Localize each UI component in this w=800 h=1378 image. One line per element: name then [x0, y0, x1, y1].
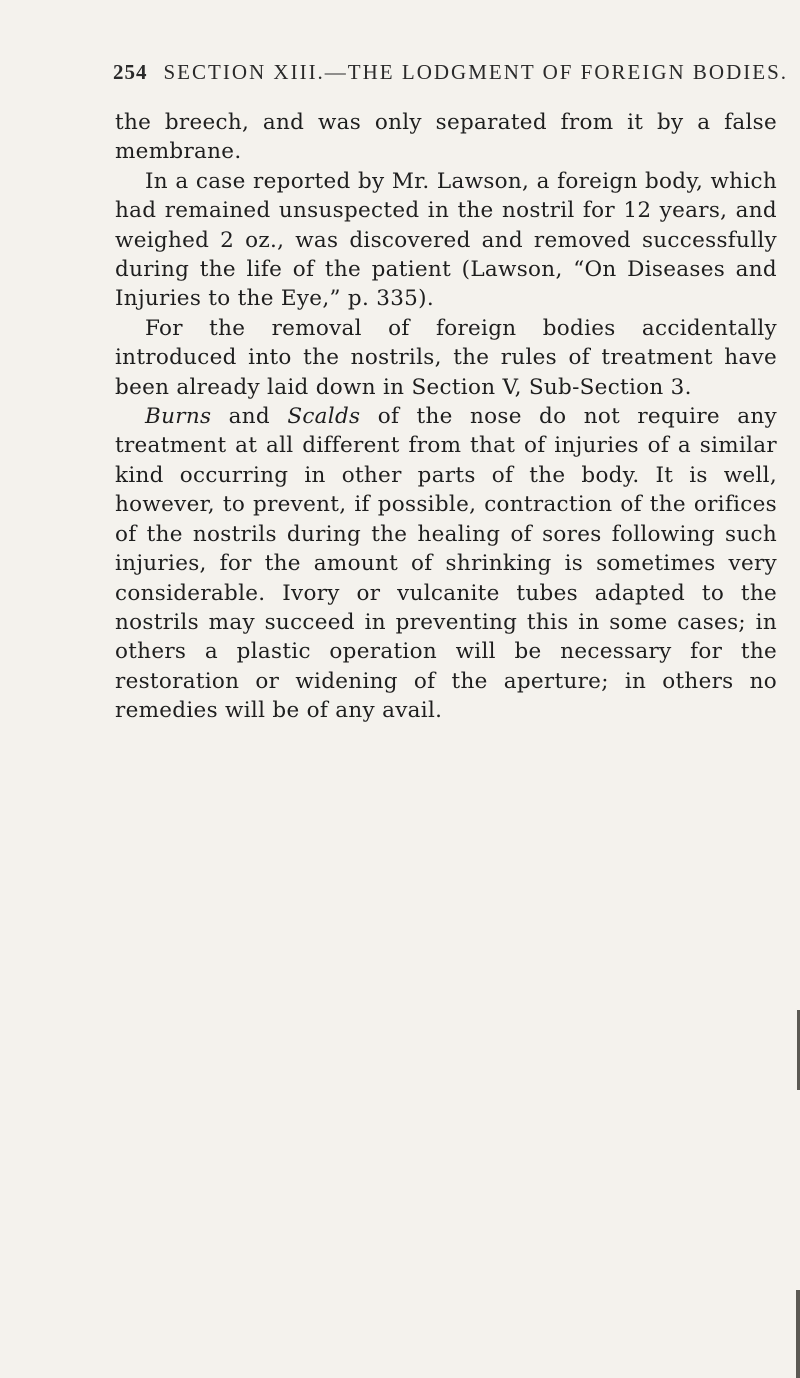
italic-term-burns: Burns	[145, 404, 212, 430]
body-text	[115, 108, 777, 726]
running-title: SECTION XIII.—THE LODGMENT OF FOREIGN BODIES.	[163, 60, 789, 84]
connector-text: and	[211, 404, 288, 430]
paragraph-lawson-case: In a case reported by Mr. Lawson, a foreign body, which had remained unsuspected in the nostril for 12 years, and weighed 2 oz., was discovered and removed successfully during the life of the patient (Lawson, “On Diseases and Injuries to the Eye,” p. 335).	[115, 168, 777, 312]
page-number: 254	[113, 60, 148, 84]
paragraph-continuation: the breech, and was only separated from it by a false membrane.	[115, 110, 777, 165]
page-edge-mark	[796, 1290, 800, 1378]
paragraph-removal-rules: For the removal of foreign bodies accidentally introduced into the nostrils, the rules of treatment have been already laid down in Section V, Sub-Section 3.	[115, 315, 777, 400]
italic-term-scalds: Scalds	[287, 404, 361, 430]
paragraph-remainder: of the nose do not require any treatment at all different from that of injuries of a similar kind occurring in other parts of the body. It is well, however, to prevent, if possible, contraction of the orifices of the nostrils during the healing of sores following such injuries, for the amount of shrinking is sometimes very considerable. Ivory or vulcanite tubes adapted to the nostrils may succeed in preventing this in some cases; in others a plastic operation will be necessary for the restoration or widening of the aperture; in others no remedies will be of any avail.	[115, 404, 777, 724]
running-header	[113, 60, 789, 100]
paragraph-burns-scalds	[115, 402, 777, 725]
